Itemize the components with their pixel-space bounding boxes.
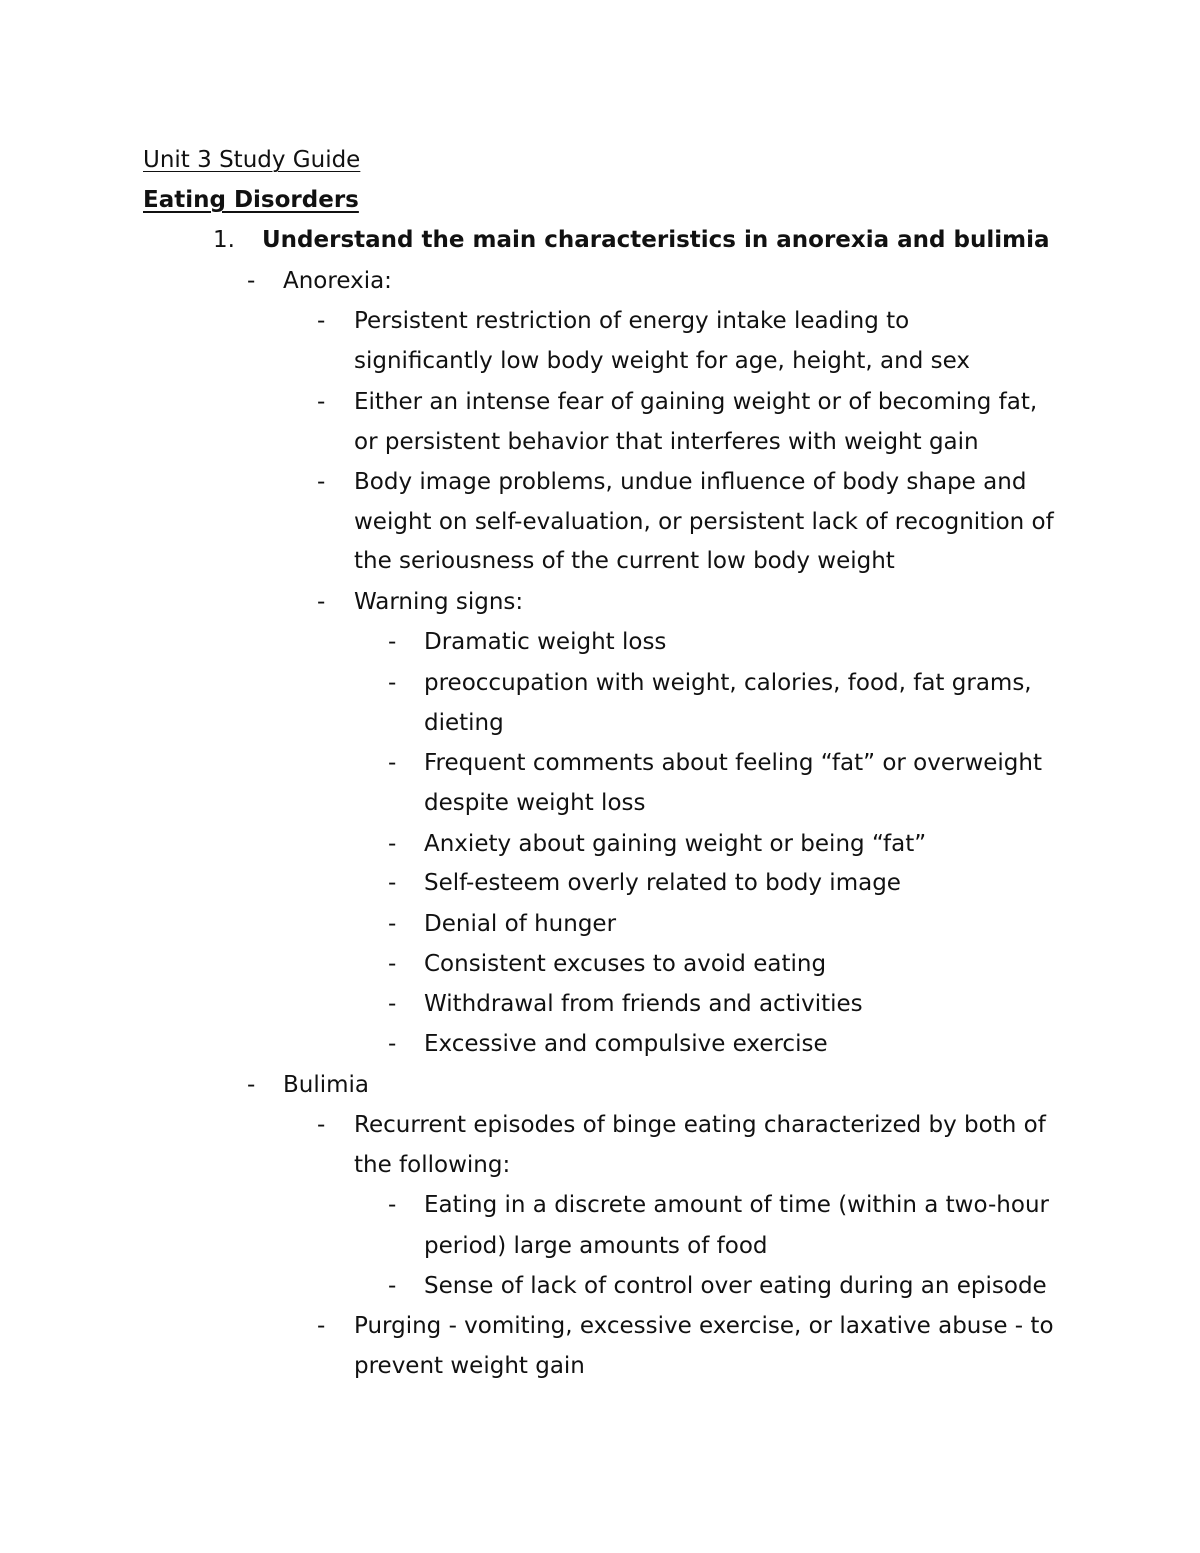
warning-sign: Self-esteem overly related to body image — [424, 870, 901, 896]
bullet-dash: - — [388, 991, 397, 1017]
bullet-dash: - — [388, 750, 397, 776]
criterion-line: significantly low body weight for age, height, and sex — [354, 348, 970, 374]
criterion-line: or persistent behavior that interferes with weight gain — [354, 429, 979, 455]
question-heading: Understand the main characteristics in anorexia and bulimia — [262, 227, 1050, 253]
binge-line: Recurrent episodes of binge eating characterized by both of — [354, 1112, 1046, 1138]
anorexia-label: Anorexia: — [283, 268, 392, 294]
question-number: 1. — [213, 227, 235, 253]
document-title: Unit 3 Study Guide — [143, 147, 361, 173]
warning-sign: preoccupation with weight, calories, food, fat grams, — [424, 670, 1032, 696]
bullet-dash: - — [247, 268, 256, 294]
criterion-line: Either an intense fear of gaining weight or of becoming fat, — [354, 389, 1038, 415]
section-heading: Eating Disorders — [143, 187, 359, 213]
bullet-dash: - — [388, 831, 397, 857]
bullet-dash: - — [317, 1112, 326, 1138]
bulimia-label: Bulimia — [283, 1072, 370, 1098]
bullet-dash: - — [388, 1192, 397, 1218]
bullet-dash: - — [388, 1273, 397, 1299]
warning-signs-label: Warning signs: — [354, 589, 524, 615]
bullet-dash: - — [388, 670, 397, 696]
criterion-line: Persistent restriction of energy intake leading to — [354, 308, 910, 334]
bullet-dash: - — [317, 469, 326, 495]
purging-line: prevent weight gain — [354, 1353, 585, 1379]
binge-item: Sense of lack of control over eating during an episode — [424, 1273, 1047, 1299]
warning-sign: Frequent comments about feeling “fat” or overweight — [424, 750, 1043, 776]
criterion-line: the seriousness of the current low body weight — [354, 548, 895, 574]
bullet-dash: - — [388, 870, 397, 896]
bullet-dash: - — [388, 629, 397, 655]
criterion-line: Body image problems, undue influence of body shape and — [354, 469, 1027, 495]
bullet-dash: - — [388, 951, 397, 977]
warning-sign: dieting — [424, 710, 504, 736]
binge-line: the following: — [354, 1152, 511, 1178]
purging-line: Purging - vomiting, excessive exercise, or laxative abuse - to — [354, 1313, 1054, 1339]
bullet-dash: - — [317, 1313, 326, 1339]
binge-item: Eating in a discrete amount of time (within a two-hour — [424, 1192, 1049, 1218]
bullet-dash: - — [247, 1072, 256, 1098]
warning-sign: Dramatic weight loss — [424, 629, 667, 655]
binge-item: period) large amounts of food — [424, 1233, 768, 1259]
warning-sign: Withdrawal from friends and activities — [424, 991, 863, 1017]
warning-sign: Excessive and compulsive exercise — [424, 1031, 828, 1057]
warning-sign: Denial of hunger — [424, 911, 617, 937]
bullet-dash: - — [317, 589, 326, 615]
bullet-dash: - — [388, 1031, 397, 1057]
warning-sign: despite weight loss — [424, 790, 646, 816]
criterion-line: weight on self-evaluation, or persistent lack of recognition of — [354, 509, 1054, 535]
warning-sign: Anxiety about gaining weight or being “fat” — [424, 831, 927, 857]
bullet-dash: - — [388, 911, 397, 937]
warning-sign: Consistent excuses to avoid eating — [424, 951, 827, 977]
bullet-dash: - — [317, 389, 326, 415]
bullet-dash: - — [317, 308, 326, 334]
